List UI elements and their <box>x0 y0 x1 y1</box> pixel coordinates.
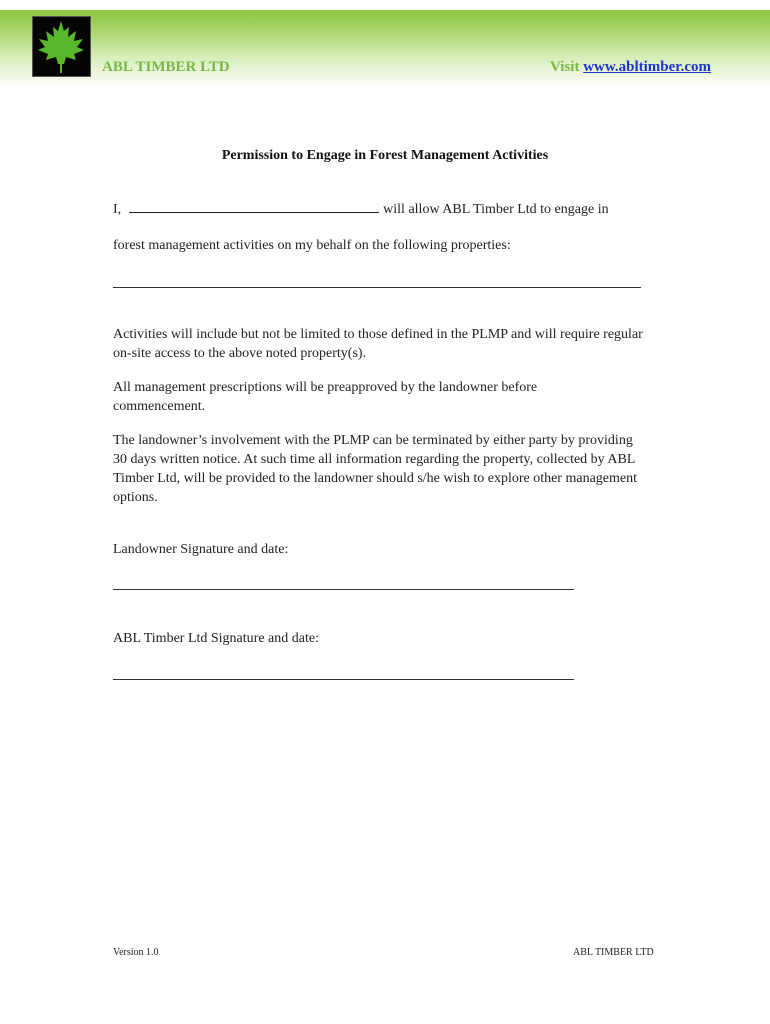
consent-prefix: I, <box>113 202 122 217</box>
visit-prefix: Visit <box>550 59 584 75</box>
website-link[interactable]: www.abltimber.com <box>583 59 711 75</box>
name-blank-field[interactable] <box>129 200 379 213</box>
visit-website <box>550 59 711 76</box>
abl-signature-field[interactable] <box>113 679 574 680</box>
activities-paragraph: Activities will include but not be limited to those defined in the PLMP and will require regular on-site access to the above noted property(s). <box>113 327 643 361</box>
company-name: ABL TIMBER LTD <box>102 59 230 75</box>
landowner-signature-field[interactable] <box>113 589 574 590</box>
footer-version: Version 1.0 <box>113 947 159 958</box>
consent-line <box>113 200 609 219</box>
document-title: Permission to Engage in Forest Management Activities <box>221 148 549 163</box>
header-band <box>0 10 770 88</box>
footer-company: ABL TIMBER LTD <box>573 947 654 958</box>
company-logo <box>32 16 91 77</box>
prescriptions-paragraph: All management prescriptions will be preapproved by the landowner before commencement. <box>113 380 538 414</box>
abl-signature-label: ABL Timber Ltd Signature and date: <box>113 631 319 646</box>
properties-blank-field[interactable] <box>113 287 641 288</box>
termination-paragraph: The landowner’s involvement with the PLMP can be terminated by either party by providing 30 days written notice. At such time all information regarding the property, collected by ABL Timber Ltd, will be provided to the landowner should s/he wish to explore other management options. <box>113 433 637 505</box>
maple-leaf-icon <box>33 17 90 76</box>
landowner-signature-label: Landowner Signature and date: <box>113 542 289 557</box>
properties-line: forest management activities on my behalf on the following properties: <box>113 238 511 253</box>
consent-suffix: will allow ABL Timber Ltd to engage in <box>383 202 609 217</box>
